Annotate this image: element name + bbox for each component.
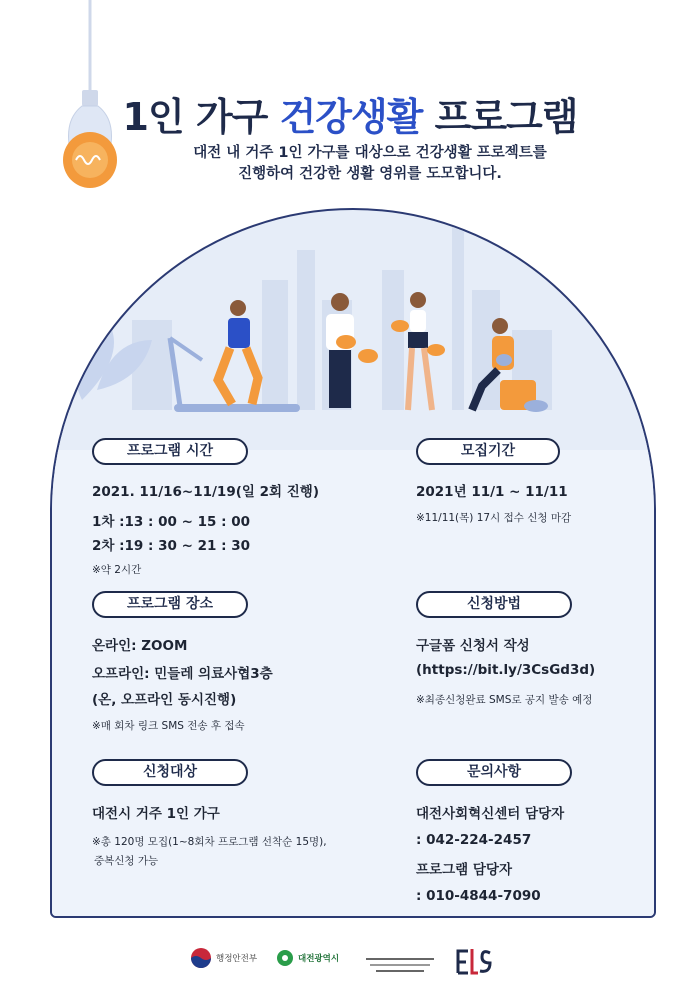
contact-label: 문의사항	[416, 759, 572, 786]
schedule-session1: 1차 :13 : 00 ~ 15 : 00	[92, 514, 250, 530]
recruit-section	[416, 438, 571, 525]
page-subtitle: 대전 내 거주 1인 가구를 대상으로 건강생활 프로젝트를 진행하여 건강한 생활 영위를 도모합니다.	[193, 145, 547, 182]
apply-label: 신청방법	[416, 591, 572, 618]
page-title: 1인 가구 건강생활 프로그램	[122, 95, 578, 139]
venue-both: (온, 오프라인 동시진행)	[92, 692, 237, 708]
mois-emblem-icon	[190, 947, 212, 969]
apply-url[interactable]: (https://bit.ly/3CsGd3d)	[416, 662, 596, 678]
contact-center-phone: : 042-224-2457	[416, 832, 532, 848]
venue-section	[92, 591, 273, 733]
contact-program: 프로그램 담당자	[416, 862, 512, 878]
recruit-period: 2021년 11/1 ~ 11/11	[416, 484, 568, 500]
schedule-session2: 2차 :19 : 30 ~ 21 : 30	[92, 538, 250, 554]
venue-note: ※매 회차 링크 SMS 전송 후 접속	[92, 720, 245, 732]
schedule-note: ※약 2시간	[92, 564, 142, 576]
target-label: 신청대상	[92, 759, 248, 786]
target-note2: 중복신청 가능	[94, 855, 159, 867]
schedule-date: 2021. 11/16~11/19(일 2회 진행)	[92, 484, 320, 500]
daejeon-emblem-icon	[276, 949, 294, 967]
target-note1: ※총 120명 모집(1~8회차 프로그램 선착순 15명),	[92, 836, 327, 848]
partner-logo	[456, 942, 492, 978]
schedule-section	[92, 438, 319, 577]
apply-note: ※최종신청완료 SMS로 공지 발송 예정	[416, 694, 593, 706]
people-exercising-illustration	[52, 210, 656, 450]
recruit-note: ※11/11(목) 17시 접수 신청 마감	[416, 512, 572, 524]
mois-logo: 행정안전부	[190, 940, 257, 976]
footer-logos	[0, 940, 700, 980]
social-innovation-center-logo	[366, 948, 434, 984]
venue-online: 온라인: ZOOM	[92, 638, 188, 654]
target-section	[92, 759, 327, 868]
contact-program-phone: : 010-4844-7090	[416, 888, 541, 904]
apply-section	[416, 591, 595, 707]
venue-label: 프로그램 장소	[92, 591, 248, 618]
venue-offline: 오프라인: 민들레 의료사협3층	[92, 666, 273, 682]
schedule-label: 프로그램 시간	[92, 438, 248, 465]
recruit-label: 모집기간	[416, 438, 560, 465]
target-who: 대전시 거주 1인 가구	[92, 806, 220, 822]
daejeon-logo: 대전광역시	[276, 940, 339, 976]
contact-section	[416, 759, 572, 904]
contact-center: 대전사회혁신센터 담당자	[416, 806, 565, 822]
apply-method: 구글폼 신청서 작성	[416, 638, 530, 654]
